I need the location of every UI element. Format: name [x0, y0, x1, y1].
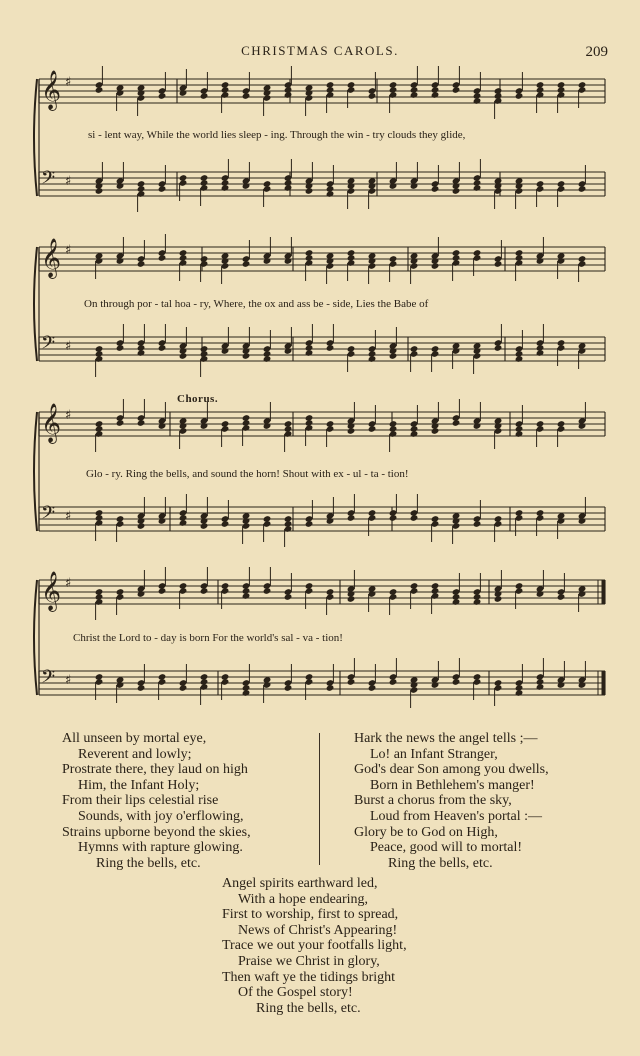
verse-line: News of Christ's Appearing! [238, 922, 398, 938]
treble-clef: 𝄞 [41, 70, 62, 110]
note-head [410, 182, 419, 190]
note-head [200, 522, 209, 530]
page-number: 209 [585, 44, 608, 60]
note-head [389, 514, 398, 522]
note-head [263, 587, 272, 595]
verse-line: All unseen by mortal eye, [62, 731, 207, 746]
verse-left [62, 731, 251, 871]
note-head [410, 91, 419, 99]
note-head [284, 593, 293, 601]
verse-line: Hymns with rapture glowing. [78, 840, 243, 856]
key-sharp: ♯ [65, 408, 72, 423]
note-head [431, 185, 440, 193]
bass-clef: 𝄢 [41, 503, 56, 528]
key-sharp: ♯ [65, 509, 72, 524]
treble-clef: 𝄞 [41, 238, 62, 278]
system-brace [34, 79, 37, 196]
note-head [242, 92, 251, 100]
note-head [431, 262, 440, 270]
note-head [347, 595, 356, 603]
note-head [368, 425, 377, 433]
note-head [116, 344, 125, 352]
note-head [410, 514, 419, 522]
running-title: CHRISTMAS CAROLS. [241, 43, 399, 58]
note-head [116, 419, 125, 427]
verse-line: Then waft ye the tidings bright [222, 969, 396, 985]
chorus-label: Chorus. [177, 393, 219, 405]
note-head [137, 260, 146, 268]
key-sharp: ♯ [65, 174, 72, 189]
note-head [368, 355, 377, 363]
bass-clef: 𝄢 [41, 667, 56, 692]
verse-line: Born in Bethlehem's manger! [370, 777, 535, 793]
note-head [536, 683, 545, 691]
note-head [179, 684, 188, 692]
note-head [242, 592, 251, 600]
column-divider [319, 733, 320, 865]
note-head [242, 260, 251, 268]
verse-line: Prostrate there, they laud on high [62, 762, 248, 778]
verse-line: Praise we Christ in glory, [238, 953, 380, 969]
note-head [158, 587, 167, 595]
bass-clef: 𝄢 [41, 168, 56, 193]
verse-bottom [222, 876, 407, 1016]
note-head [284, 684, 293, 692]
note-head [158, 344, 167, 352]
lyric-line-4: Christ the Lord to - day is born For the world's sal - va - tion! [73, 632, 343, 644]
note-head [305, 187, 314, 195]
note-head [284, 184, 293, 192]
key-sharp: ♯ [65, 576, 72, 591]
note-head [389, 182, 398, 190]
verse-line: With a hope endearing, [238, 891, 369, 907]
note-head [473, 598, 482, 606]
verse-line: Peace, good will to mortal! [370, 840, 523, 856]
note-head [158, 517, 167, 525]
note-head [242, 352, 251, 360]
note-head [263, 257, 272, 265]
note-head [452, 419, 461, 427]
bass-clef: 𝄢 [41, 333, 56, 358]
verse-line: From their lips celestial rise [62, 793, 219, 809]
note-head [116, 257, 125, 265]
note-head [137, 349, 146, 357]
note-head [431, 681, 440, 689]
note-head [326, 517, 335, 525]
note-head [284, 91, 293, 99]
note-head [515, 92, 524, 100]
note-head [305, 349, 314, 357]
note-head [137, 419, 146, 427]
note-head [284, 257, 293, 265]
note-head [137, 590, 146, 598]
verse-line: Of the Gospel story! [238, 985, 353, 1001]
verse-line: Glory be to God on High, [354, 824, 498, 840]
note-head [536, 590, 545, 598]
verse-line: Angel spirits earthward led, [222, 876, 378, 891]
note-head [326, 190, 335, 198]
note-head [263, 422, 272, 430]
note-head [326, 684, 335, 692]
note-head [95, 86, 104, 94]
note-head [95, 187, 104, 195]
note-head [179, 519, 188, 527]
verse-line: Him, the Infant Holy; [78, 777, 200, 793]
note-head [557, 681, 566, 689]
note-head [305, 520, 314, 528]
note-head [242, 182, 251, 190]
lyric-line-1: si - lent way, While the world lies sleep - ing. Through the win - try clouds they glide, [88, 129, 466, 141]
note-head [389, 678, 398, 686]
note-head [347, 514, 356, 522]
treble-clef: 𝄞 [41, 571, 62, 611]
system-brace [34, 580, 37, 695]
note-head [242, 689, 251, 697]
note-head [221, 520, 230, 528]
note-head [116, 182, 125, 190]
note-head [137, 522, 146, 530]
note-head [158, 185, 167, 193]
note-head [494, 260, 503, 268]
note-head [431, 427, 440, 435]
system-brace [34, 247, 37, 361]
verse-refrain: Ring the bells, etc. [96, 855, 201, 871]
note-head [452, 86, 461, 94]
note-head [494, 344, 503, 352]
note-head [578, 422, 587, 430]
verse-line: Burst a chorus from the sky, [354, 793, 512, 809]
note-head [200, 92, 209, 100]
note-head [263, 355, 272, 363]
system-brace [34, 412, 37, 531]
note-head [473, 184, 482, 192]
note-head [536, 257, 545, 265]
note-head [326, 344, 335, 352]
note-head [221, 184, 230, 192]
verse-refrain: Ring the bells, etc. [388, 855, 493, 871]
note-head [578, 517, 587, 525]
note-head [578, 681, 587, 689]
note-head [179, 89, 188, 97]
verse-line: Loud from Heaven's portal :— [370, 808, 543, 824]
note-head [368, 92, 377, 100]
note-head [368, 684, 377, 692]
note-head [200, 587, 209, 595]
verse-right [354, 731, 549, 871]
verse-line: Sounds, with joy o'erflowing, [78, 808, 244, 824]
verse-line: Lo! an Infant Stranger, [370, 746, 498, 762]
note-head [536, 349, 545, 357]
note-head [347, 678, 356, 686]
note-head [284, 347, 293, 355]
note-head [494, 595, 503, 603]
note-head [452, 598, 461, 606]
note-head [473, 97, 482, 105]
note-head [431, 91, 440, 99]
note-head [179, 352, 188, 360]
note-head [452, 187, 461, 195]
verse-line: God's dear Son among you dwells, [354, 762, 549, 778]
lyric-line-2: On through por - tal hoa - ry, Where, the ox and ass be - side, Lies the Babe of [84, 298, 429, 310]
note-head [557, 593, 566, 601]
key-sharp: ♯ [65, 243, 72, 258]
note-head [515, 430, 524, 438]
verse-line: First to worship, first to spread, [222, 907, 399, 923]
verse-line: Strains upborne beyond the skies, [62, 824, 251, 840]
key-sharp: ♯ [65, 673, 72, 688]
note-head [347, 427, 356, 435]
verse-line: Hark the news the angel tells ;— [354, 731, 538, 746]
note-head [473, 520, 482, 528]
note-head [578, 185, 587, 193]
treble-clef: 𝄞 [41, 403, 62, 443]
verse-refrain: Ring the bells, etc. [256, 1000, 361, 1016]
lyric-line-3: Glo - ry. Ring the bells, and sound the horn! Shout with ex - ul - ta - tion! [86, 468, 409, 480]
note-head [452, 678, 461, 686]
note-head [158, 254, 167, 262]
note-head [389, 352, 398, 360]
note-head [158, 422, 167, 430]
verse-line: Trace we out your footfalls light, [222, 938, 407, 954]
note-head [473, 422, 482, 430]
verse-line: Reverent and lowly; [78, 746, 192, 762]
note-head [221, 347, 230, 355]
note-head [515, 689, 524, 697]
note-head [515, 355, 524, 363]
key-sharp: ♯ [65, 339, 72, 354]
note-head [200, 422, 209, 430]
note-head [137, 684, 146, 692]
key-sharp: ♯ [65, 75, 72, 90]
note-head [158, 92, 167, 100]
note-head [410, 430, 419, 438]
